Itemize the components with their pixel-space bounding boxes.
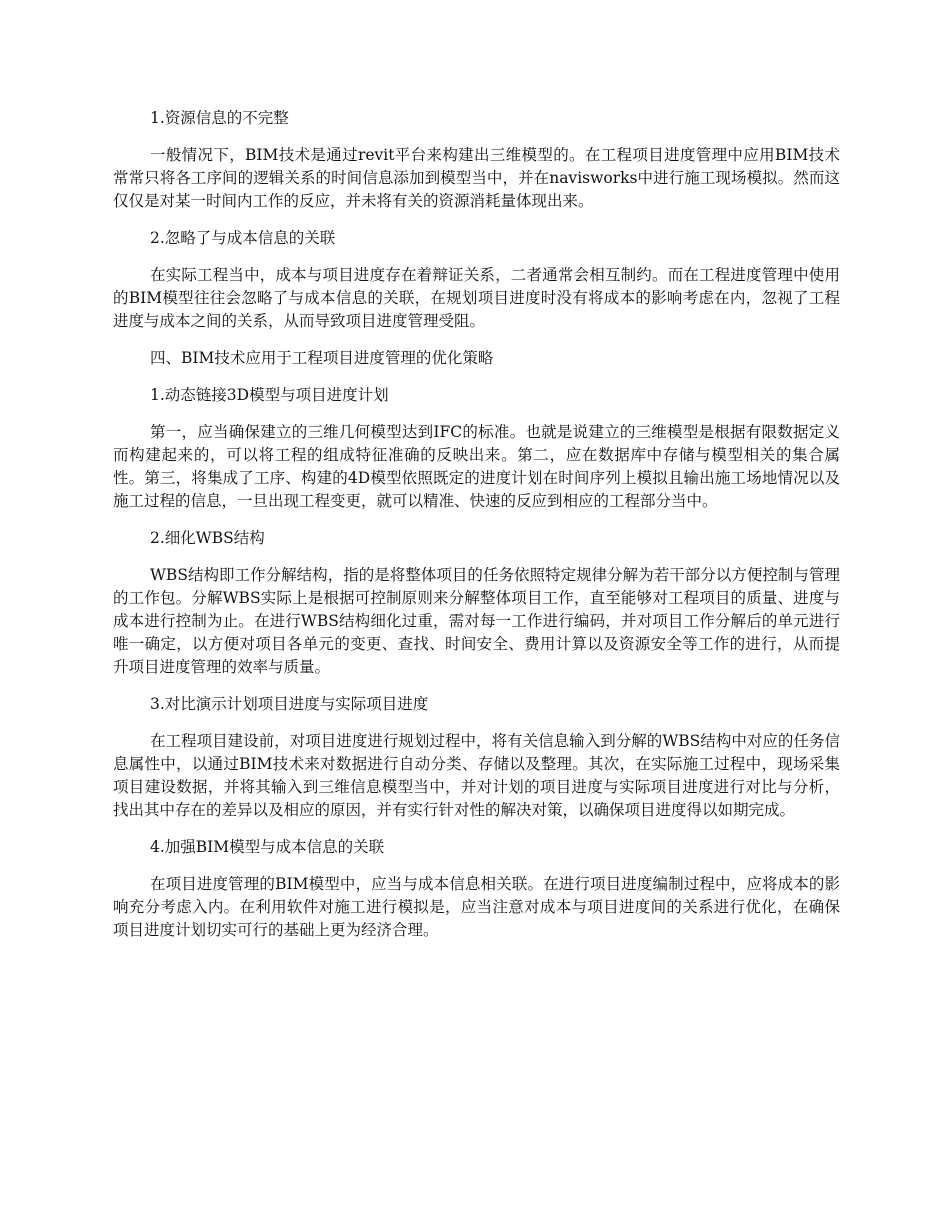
paragraph-compare: 在工程项目建设前，对项目进度进行规划过程中，将有关信息输入到分解的WBS结构中对应的任务信息属性中，以通过BIM技术来对数据进行自动分类、存储以及整理。其次，在实际施工过程中，现场采集项目建设数据，并将其输入到三维信息模型当中，并对计划的项目进度与实际项目进度进行对比与分析，找出其中存在的差异以及相应的原因，并有实行针对性的解决对策，以确保项目进度得以如期完成。 bbox=[113, 732, 840, 819]
section-heading-3d-link: 1.动态链接3D模型与项目进度计划 bbox=[150, 386, 389, 404]
section-heading-wbs: 2.细化WBS结构 bbox=[150, 529, 265, 547]
document-body bbox=[113, 107, 840, 956]
section-heading-resource-info: 1.资源信息的不完整 bbox=[150, 109, 289, 127]
chapter-heading-optimization: 四、BIM技术应用于工程项目进度管理的优化策略 bbox=[150, 349, 494, 367]
section-heading-bim-cost: 4.加强BIM模型与成本信息的关联 bbox=[150, 838, 385, 856]
paragraph-resource-info: 一般情况下，BIM技术是通过revit平台来构建出三维模型的。在工程项目进度管理中应用BIM技术常常只将各工序间的逻辑关系的时间信息添加到模型当中，并在navisworks中进行施工现场模拟。然而这仅仅是对某一时间内工作的反应，并未将有关的资源消耗量体现出来。 bbox=[113, 146, 840, 210]
paragraph-wbs: WBS结构即工作分解结构，指的是将整体项目的任务依照特定规律分解为若干部分以方便控制与管理的工作包。分解WBS实际上是根据可控制原则来分解整体项目工作，直至能够对工程项目的质量、进度与成本进行控制为止。在进行WBS结构细化过重，需对每一工作进行编码，并对项目工作分解后的单元进行唯一确定，以方便对项目各单元的变更、查找、时间安全、费用计算以及资源安全等工作的进行，从而提升项目进度管理的效率与质量。 bbox=[113, 566, 840, 676]
paragraph-3d-link: 第一，应当确保建立的三维几何模型达到IFC的标准。也就是说建立的三维模型是根据有限数据定义而构建起来的，可以将工程的组成特征准确的反映出来。第二，应在数据库中存储与模型相关的集合属性。第三，将集成了工序、构建的4D模型依照既定的进度计划在时间序列上模拟且输出施工场地情况以及施工过程的信息，一旦出现工程变更，就可以精准、快速的反应到相应的工程部分当中。 bbox=[113, 423, 840, 510]
section-heading-compare: 3.对比演示计划项目进度与实际项目进度 bbox=[150, 695, 429, 713]
paragraph-cost-link: 在实际工程当中，成本与项目进度存在着辩证关系，二者通常会相互制约。而在工程进度管理中使用的BIM模型往往会忽略了与成本信息的关联，在规划项目进度时没有将成本的影响考虑在内，忽视了工程进度与成本之间的关系，从而导致项目进度管理受阻。 bbox=[113, 266, 840, 330]
section-heading-cost-link: 2.忽略了与成本信息的关联 bbox=[150, 229, 336, 247]
paragraph-bim-cost: 在项目进度管理的BIM模型中，应当与成本信息相关联。在进行项目进度编制过程中，应将成本的影响充分考虑入内。在利用软件对施工进行模拟是，应当注意对成本与项目进度间的关系进行优化，在确保项目进度计划切实可行的基础上更为经济合理。 bbox=[113, 875, 840, 939]
